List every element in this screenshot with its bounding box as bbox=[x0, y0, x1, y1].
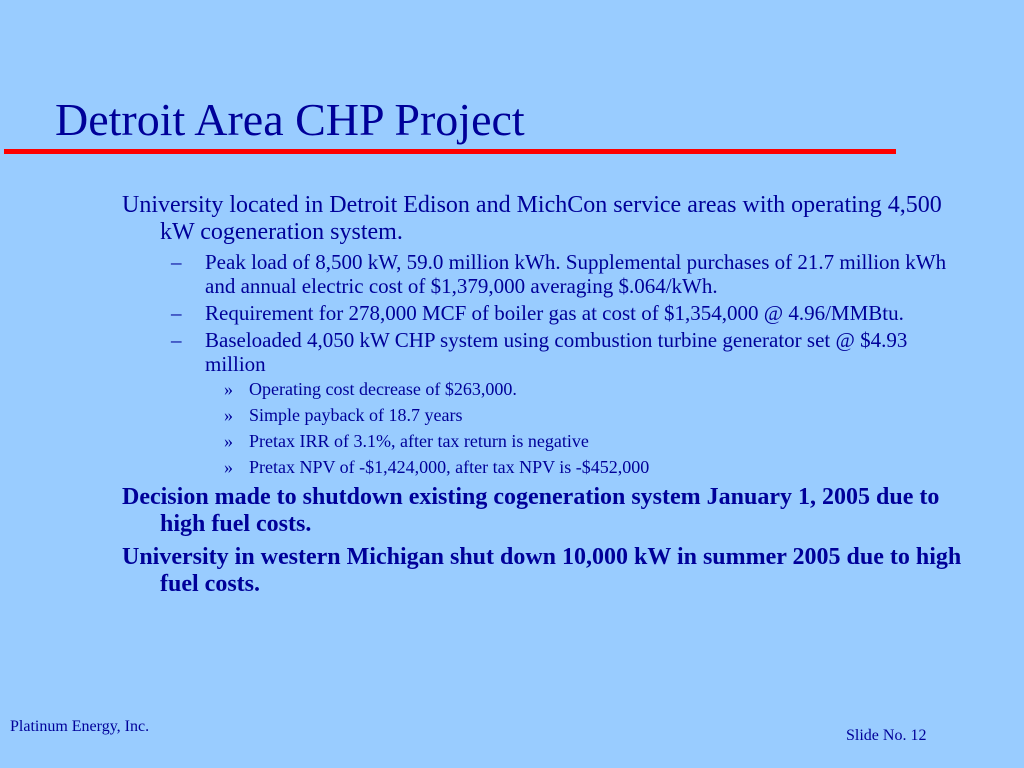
dash-marker: – bbox=[171, 301, 182, 325]
chevron-marker: » bbox=[224, 431, 233, 451]
bullet-university-located: University located in Detroit Edison and MichCon service areas with operating 4,500 kW cogeneration system. bbox=[122, 192, 942, 245]
slide-title: Detroit Area CHP Project bbox=[55, 94, 525, 145]
sub-bullet-boiler-gas bbox=[122, 301, 962, 325]
detail-pretax-irr bbox=[122, 431, 962, 452]
sub-bullet-text: Requirement for 278,000 MCF of boiler gas at cost of $1,354,000 @ 4.96/MMBtu. bbox=[205, 301, 904, 325]
footer-company: Platinum Energy, Inc. bbox=[10, 718, 150, 735]
detail-text: Pretax NPV of -$1,424,000, after tax NPV is -$452,000 bbox=[249, 457, 650, 477]
chevron-marker: » bbox=[224, 405, 233, 425]
detail-text: Operating cost decrease of $263,000. bbox=[249, 379, 517, 399]
title-underline bbox=[4, 149, 896, 154]
sub-bullet-text: Baseloaded 4,050 kW CHP system using combustion turbine generator set @ $4.93 million bbox=[205, 328, 908, 376]
footer-slide-number: Slide No. 12 bbox=[846, 727, 927, 744]
bullet-western-michigan: University in western Michigan shut down 10,000 kW in summer 2005 due to high fuel costs. bbox=[122, 544, 962, 597]
sub-bullet-peak-load bbox=[122, 250, 962, 298]
bullet-shutdown-decision: Decision made to shutdown existing cogeneration system January 1, 2005 due to high fuel costs. bbox=[122, 484, 940, 537]
sub-bullet-text: Peak load of 8,500 kW, 59.0 million kWh. Supplemental purchases of 21.7 million kWh and annual electric cost of $1,379,000 averaging $.064/kWh. bbox=[205, 250, 947, 298]
detail-simple-payback bbox=[122, 405, 962, 426]
detail-operating-cost bbox=[122, 379, 962, 400]
dash-marker: – bbox=[171, 328, 182, 352]
dash-marker: – bbox=[171, 250, 182, 274]
detail-text: Simple payback of 18.7 years bbox=[249, 405, 463, 425]
detail-text: Pretax IRR of 3.1%, after tax return is negative bbox=[249, 431, 589, 451]
sub-bullet-baseloaded-chp bbox=[122, 328, 962, 376]
chevron-marker: » bbox=[224, 379, 233, 399]
slide-body bbox=[122, 192, 962, 602]
detail-pretax-npv bbox=[122, 457, 962, 478]
chevron-marker: » bbox=[224, 457, 233, 477]
